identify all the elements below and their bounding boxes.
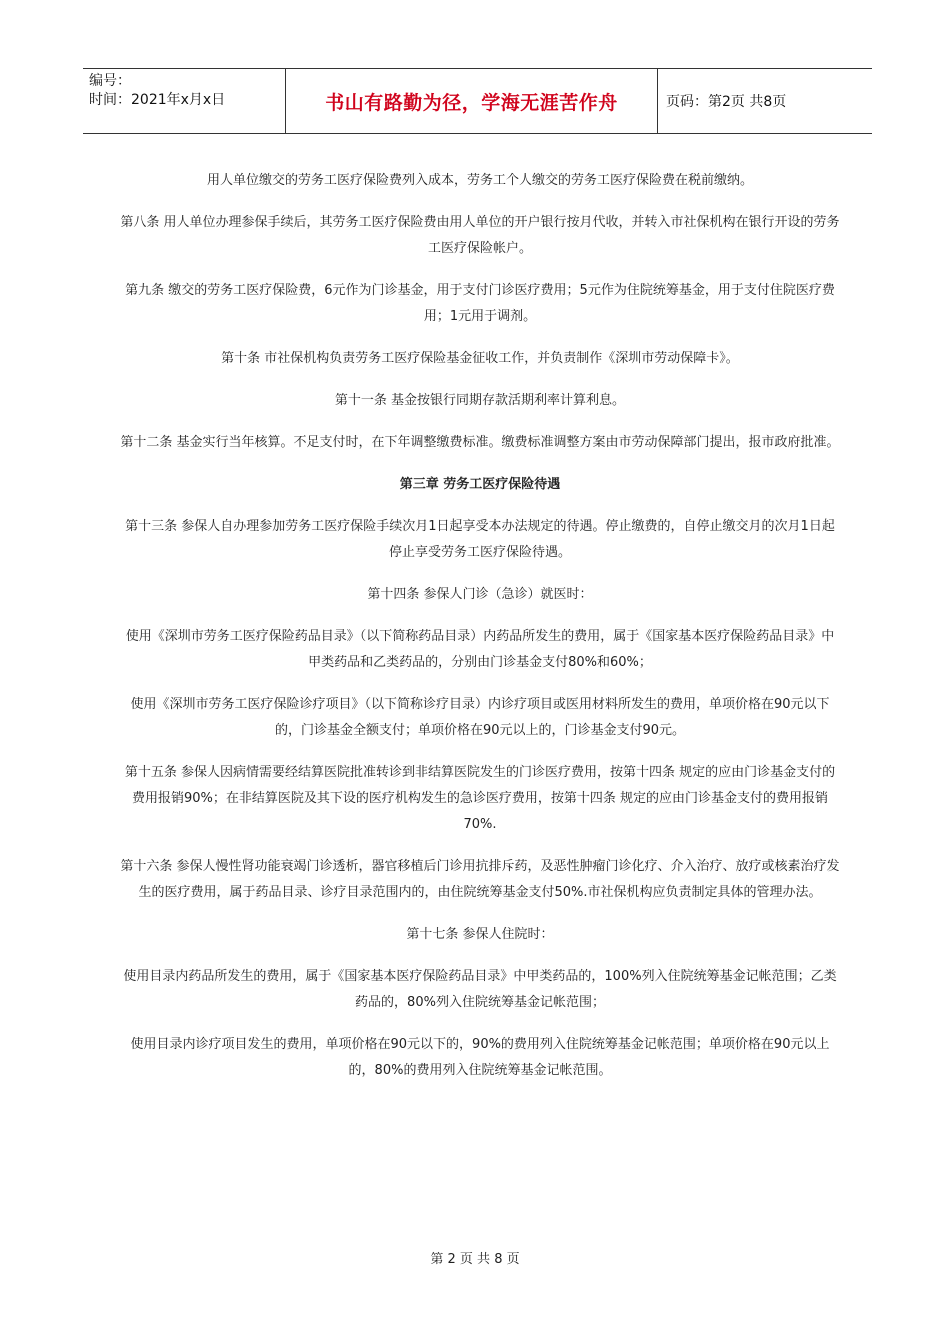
header-page-code: 页码：第2页 共8页 — [666, 94, 787, 110]
article-8: 第八条 用人单位办理参保手续后，其劳务工医疗保险费由用人单位的开户银行按月代收，并转入市社保机构在银行开设的劳务工医疗保险帐户。 — [120, 215, 840, 256]
page-footer: 第 2 页 共 8 页 — [430, 1252, 520, 1267]
article-17: 第十七条 参保人住院时： — [406, 927, 554, 942]
chapter-heading: 第三章 劳务工医疗保险待遇 — [399, 477, 561, 492]
article-14: 第十四条 参保人门诊（急诊）就医时： — [367, 587, 593, 602]
article-13: 第十三条 参保人自办理参加劳务工医疗保险手续次月1日起享受本办法规定的待遇。停止缴费的，自停止缴交月的次月1日起停止享受劳务工医疗保险待遇。 — [125, 519, 835, 560]
paragraph: 使用目录内药品所发生的费用，属于《国家基本医疗保险药品目录》中甲类药品的，100%列入住院统筹基金记帐范围；乙类药品的，80%列入住院统筹基金记帐范围； — [123, 969, 837, 1010]
article-16: 第十六条 参保人慢性肾功能衰竭门诊透析，器官移植后门诊用抗排斥药，及恶性肿瘤门诊化疗、介入治疗、放疗或核素治疗发生的医疗费用，属于药品目录、诊疗目录范围内的，由住院统筹基金支付50%.市社保机构应负责制定具体的管理办法。 — [120, 859, 840, 900]
article-9: 第九条 缴交的劳务工医疗保险费，6元作为门诊基金，用于支付门诊医疗费用；5元作为住院统筹基金，用于支付住院医疗费用；1元用于调剂。 — [125, 283, 835, 324]
article-12: 第十二条 基金实行当年核算。不足支付时，在下年调整缴费标准。缴费标准调整方案由市劳动保障部门提出，报市政府批准。 — [120, 435, 840, 450]
paragraph: 使用《深圳市劳务工医疗保险药品目录》（以下简称药品目录）内药品所发生的费用，属于《国家基本医疗保险药品目录》中甲类药品和乙类药品的，分别由门诊基金支付80%和60%； — [125, 629, 835, 670]
article-11: 第十一条 基金按银行同期存款活期利率计算利息。 — [334, 393, 626, 408]
document-body — [120, 168, 840, 1100]
time-label: 时间：2021年x月x日 — [89, 92, 226, 108]
header-meta — [83, 69, 285, 133]
serial-label: 编号： — [89, 73, 131, 89]
article-10: 第十条 市社保机构负责劳务工医疗保险基金征收工作，并负责制作《深圳市劳动保障卡》。 — [221, 351, 739, 366]
article-15: 第十五条 参保人因病情需要经结算医院批准转诊到非结算医院发生的门诊医疗费用，按第十四条 规定的应由门诊基金支付的费用报销90%；在非结算医院及其下设的医疗机构发生的急诊医疗费用，按第十四条 规定的应由门诊基金支付的费用报销70%. — [124, 765, 836, 832]
paragraph: 使用目录内诊疗项目发生的费用，单项价格在90元以下的，90%的费用列入住院统筹基金记帐范围；单项价格在90元以上的，80%的费用列入住院统筹基金记帐范围。 — [130, 1037, 830, 1078]
paragraph: 使用《深圳市劳务工医疗保险诊疗项目》（以下简称诊疗目录）内诊疗项目或医用材料所发生的费用，单项价格在90元以下的，门诊基金全额支付；单项价格在90元以上的，门诊基金支付90元。 — [130, 697, 830, 738]
header-motto: 书山有路勤为径，学海无涯苦作舟 — [285, 69, 658, 133]
paragraph: 用人单位缴交的劳务工医疗保险费列入成本，劳务工个人缴交的劳务工医疗保险费在税前缴纳。 — [206, 173, 753, 188]
page-header — [83, 68, 872, 134]
